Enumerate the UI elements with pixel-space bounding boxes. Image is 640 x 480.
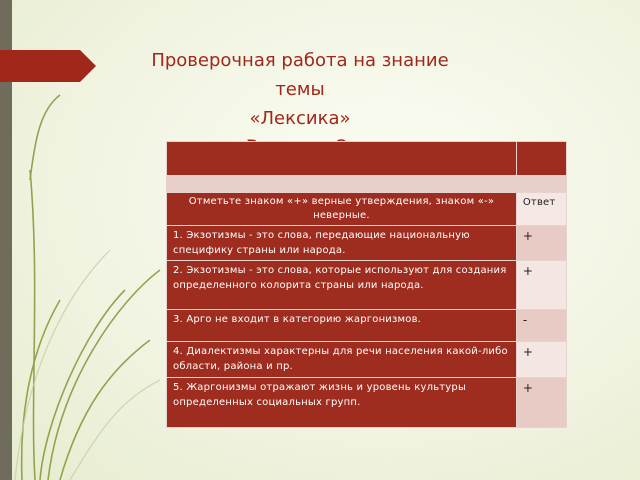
table-row xyxy=(167,261,567,310)
table-row xyxy=(167,342,567,378)
answer-4: + xyxy=(516,342,566,378)
table-top-row xyxy=(167,142,567,176)
title-line-2: «Лексика» xyxy=(249,108,351,129)
table-row xyxy=(167,378,567,428)
header-answer: Ответ xyxy=(516,193,566,226)
answer-2: + xyxy=(516,261,566,310)
answer-5: + xyxy=(516,378,566,428)
title-line-1: Проверочная работа на знание темы xyxy=(151,50,449,100)
statement-2: 2. Экзотизмы - это слова, которые используют для создания определенного колорита страны или народа. xyxy=(167,261,517,310)
statement-3: 3. Арго не входит в категорию жаргонизмов. xyxy=(167,310,517,342)
statement-5: 5. Жаргонизмы отражают жизнь и уровень культуры определенных социальных групп. xyxy=(167,378,517,428)
table-top-cell xyxy=(167,142,517,176)
header-question: Отметьте знаком «+» верные утверждения, знаком «-» неверные. xyxy=(167,193,517,226)
statement-4: 4. Диалектизмы характерны для речи населения какой-либо области, района и пр. xyxy=(167,342,517,378)
answer-1: + xyxy=(516,226,566,261)
table-row xyxy=(167,310,567,342)
table-header-row xyxy=(167,193,567,226)
table-row xyxy=(167,226,567,261)
quiz-table xyxy=(166,141,567,428)
table-spacer-cell xyxy=(167,176,517,193)
table-spacer-row xyxy=(167,176,567,193)
statement-1: 1. Экзотизмы - это слова, передающие национальную специфику страны или народа. xyxy=(167,226,517,261)
title-arrow-banner xyxy=(0,50,96,82)
answer-3: - xyxy=(516,310,566,342)
table-spacer-cell-answer xyxy=(516,176,566,193)
table-top-cell-answer xyxy=(516,142,566,176)
